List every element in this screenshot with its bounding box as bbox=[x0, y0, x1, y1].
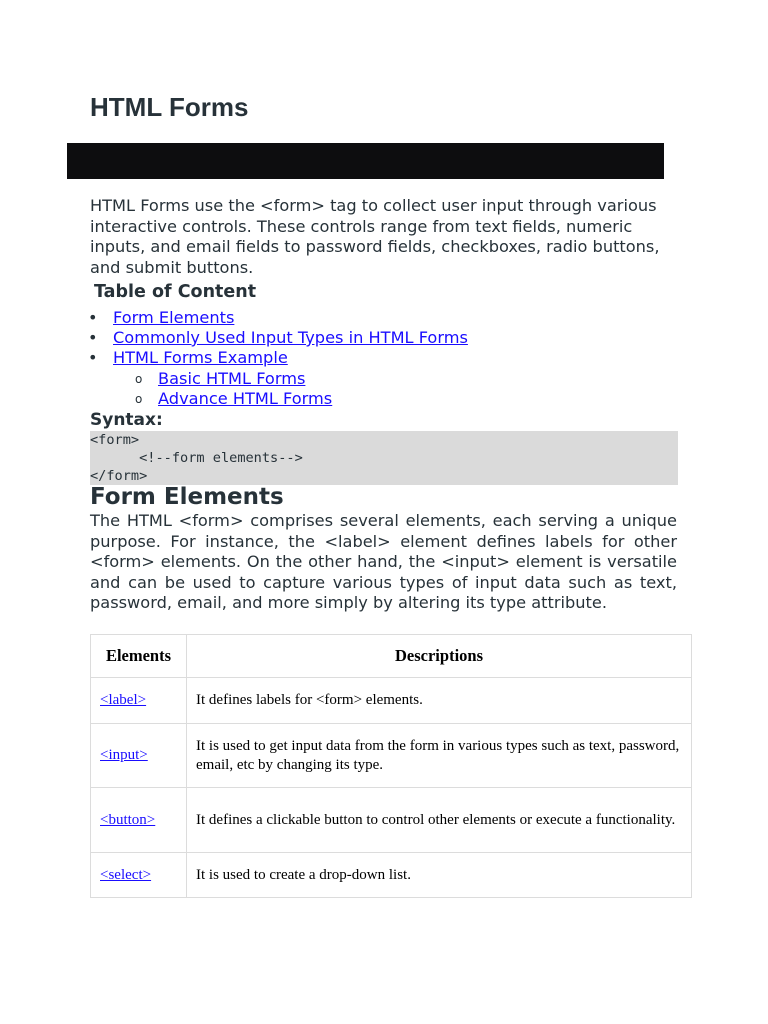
toc-title: Table of Content bbox=[94, 282, 257, 302]
syntax-label: Syntax: bbox=[90, 410, 163, 430]
table-cell-element bbox=[91, 678, 187, 724]
table-cell-description: It is used to create a drop-down list. bbox=[187, 853, 692, 898]
circle-bullet-icon: o bbox=[135, 372, 143, 386]
bullet-icon: • bbox=[88, 328, 98, 347]
column-header-elements: Elements bbox=[91, 635, 187, 678]
table-cell-description: It defines labels for <form> elements. bbox=[187, 678, 692, 724]
bullet-icon: • bbox=[88, 308, 98, 327]
table-row bbox=[91, 678, 692, 724]
table-row bbox=[91, 724, 692, 788]
bullet-icon: • bbox=[88, 348, 98, 367]
table-row bbox=[91, 788, 692, 853]
banner-bar bbox=[67, 143, 664, 179]
section-heading: Form Elements bbox=[90, 484, 284, 510]
table-cell-element bbox=[91, 853, 187, 898]
elements-table bbox=[90, 634, 692, 898]
toc-link-form-elements[interactable]: Form Elements bbox=[113, 308, 235, 327]
table-cell-description: It defines a clickable button to control other elements or execute a functionality. bbox=[187, 788, 692, 853]
toc-link-forms-example[interactable]: HTML Forms Example bbox=[113, 348, 288, 367]
intro-paragraph: HTML Forms use the <form> tag to collect user input through various interactive controls. These controls range from text fields, numeric inputs, and email fields to password fields, checkboxes, radio buttons, and submit buttons. bbox=[90, 196, 660, 277]
syntax-code-block: <form> <!--form elements--> </form> bbox=[90, 431, 678, 485]
circle-bullet-icon: o bbox=[135, 392, 143, 406]
table-cell-description: It is used to get input data from the form in various types such as text, password, email, etc by changing its type. bbox=[187, 724, 692, 788]
page-title: HTML Forms bbox=[90, 92, 249, 122]
table-cell-element bbox=[91, 788, 187, 853]
column-header-descriptions: Descriptions bbox=[187, 635, 692, 678]
section-paragraph: The HTML <form> comprises several elements, each serving a unique purpose. For instance, the <label> element defines labels for other <form> elements. On the other hand, the <input> element is versatile and can be used to capture various types of input data such as text, password, email, and more simply by altering its type attribute. bbox=[90, 511, 677, 612]
element-link[interactable]: <button> bbox=[100, 811, 156, 828]
table-cell-element bbox=[91, 724, 187, 788]
table-header-row bbox=[91, 635, 692, 678]
element-link[interactable]: <input> bbox=[100, 747, 148, 763]
toc-link-basic-forms[interactable]: Basic HTML Forms bbox=[158, 369, 306, 388]
table-row bbox=[91, 853, 692, 898]
element-link[interactable]: <label> bbox=[100, 692, 147, 708]
toc-link-advance-forms[interactable]: Advance HTML Forms bbox=[158, 389, 333, 408]
element-link[interactable]: <select> bbox=[100, 866, 152, 883]
toc-link-input-types[interactable]: Commonly Used Input Types in HTML Forms bbox=[113, 328, 468, 347]
